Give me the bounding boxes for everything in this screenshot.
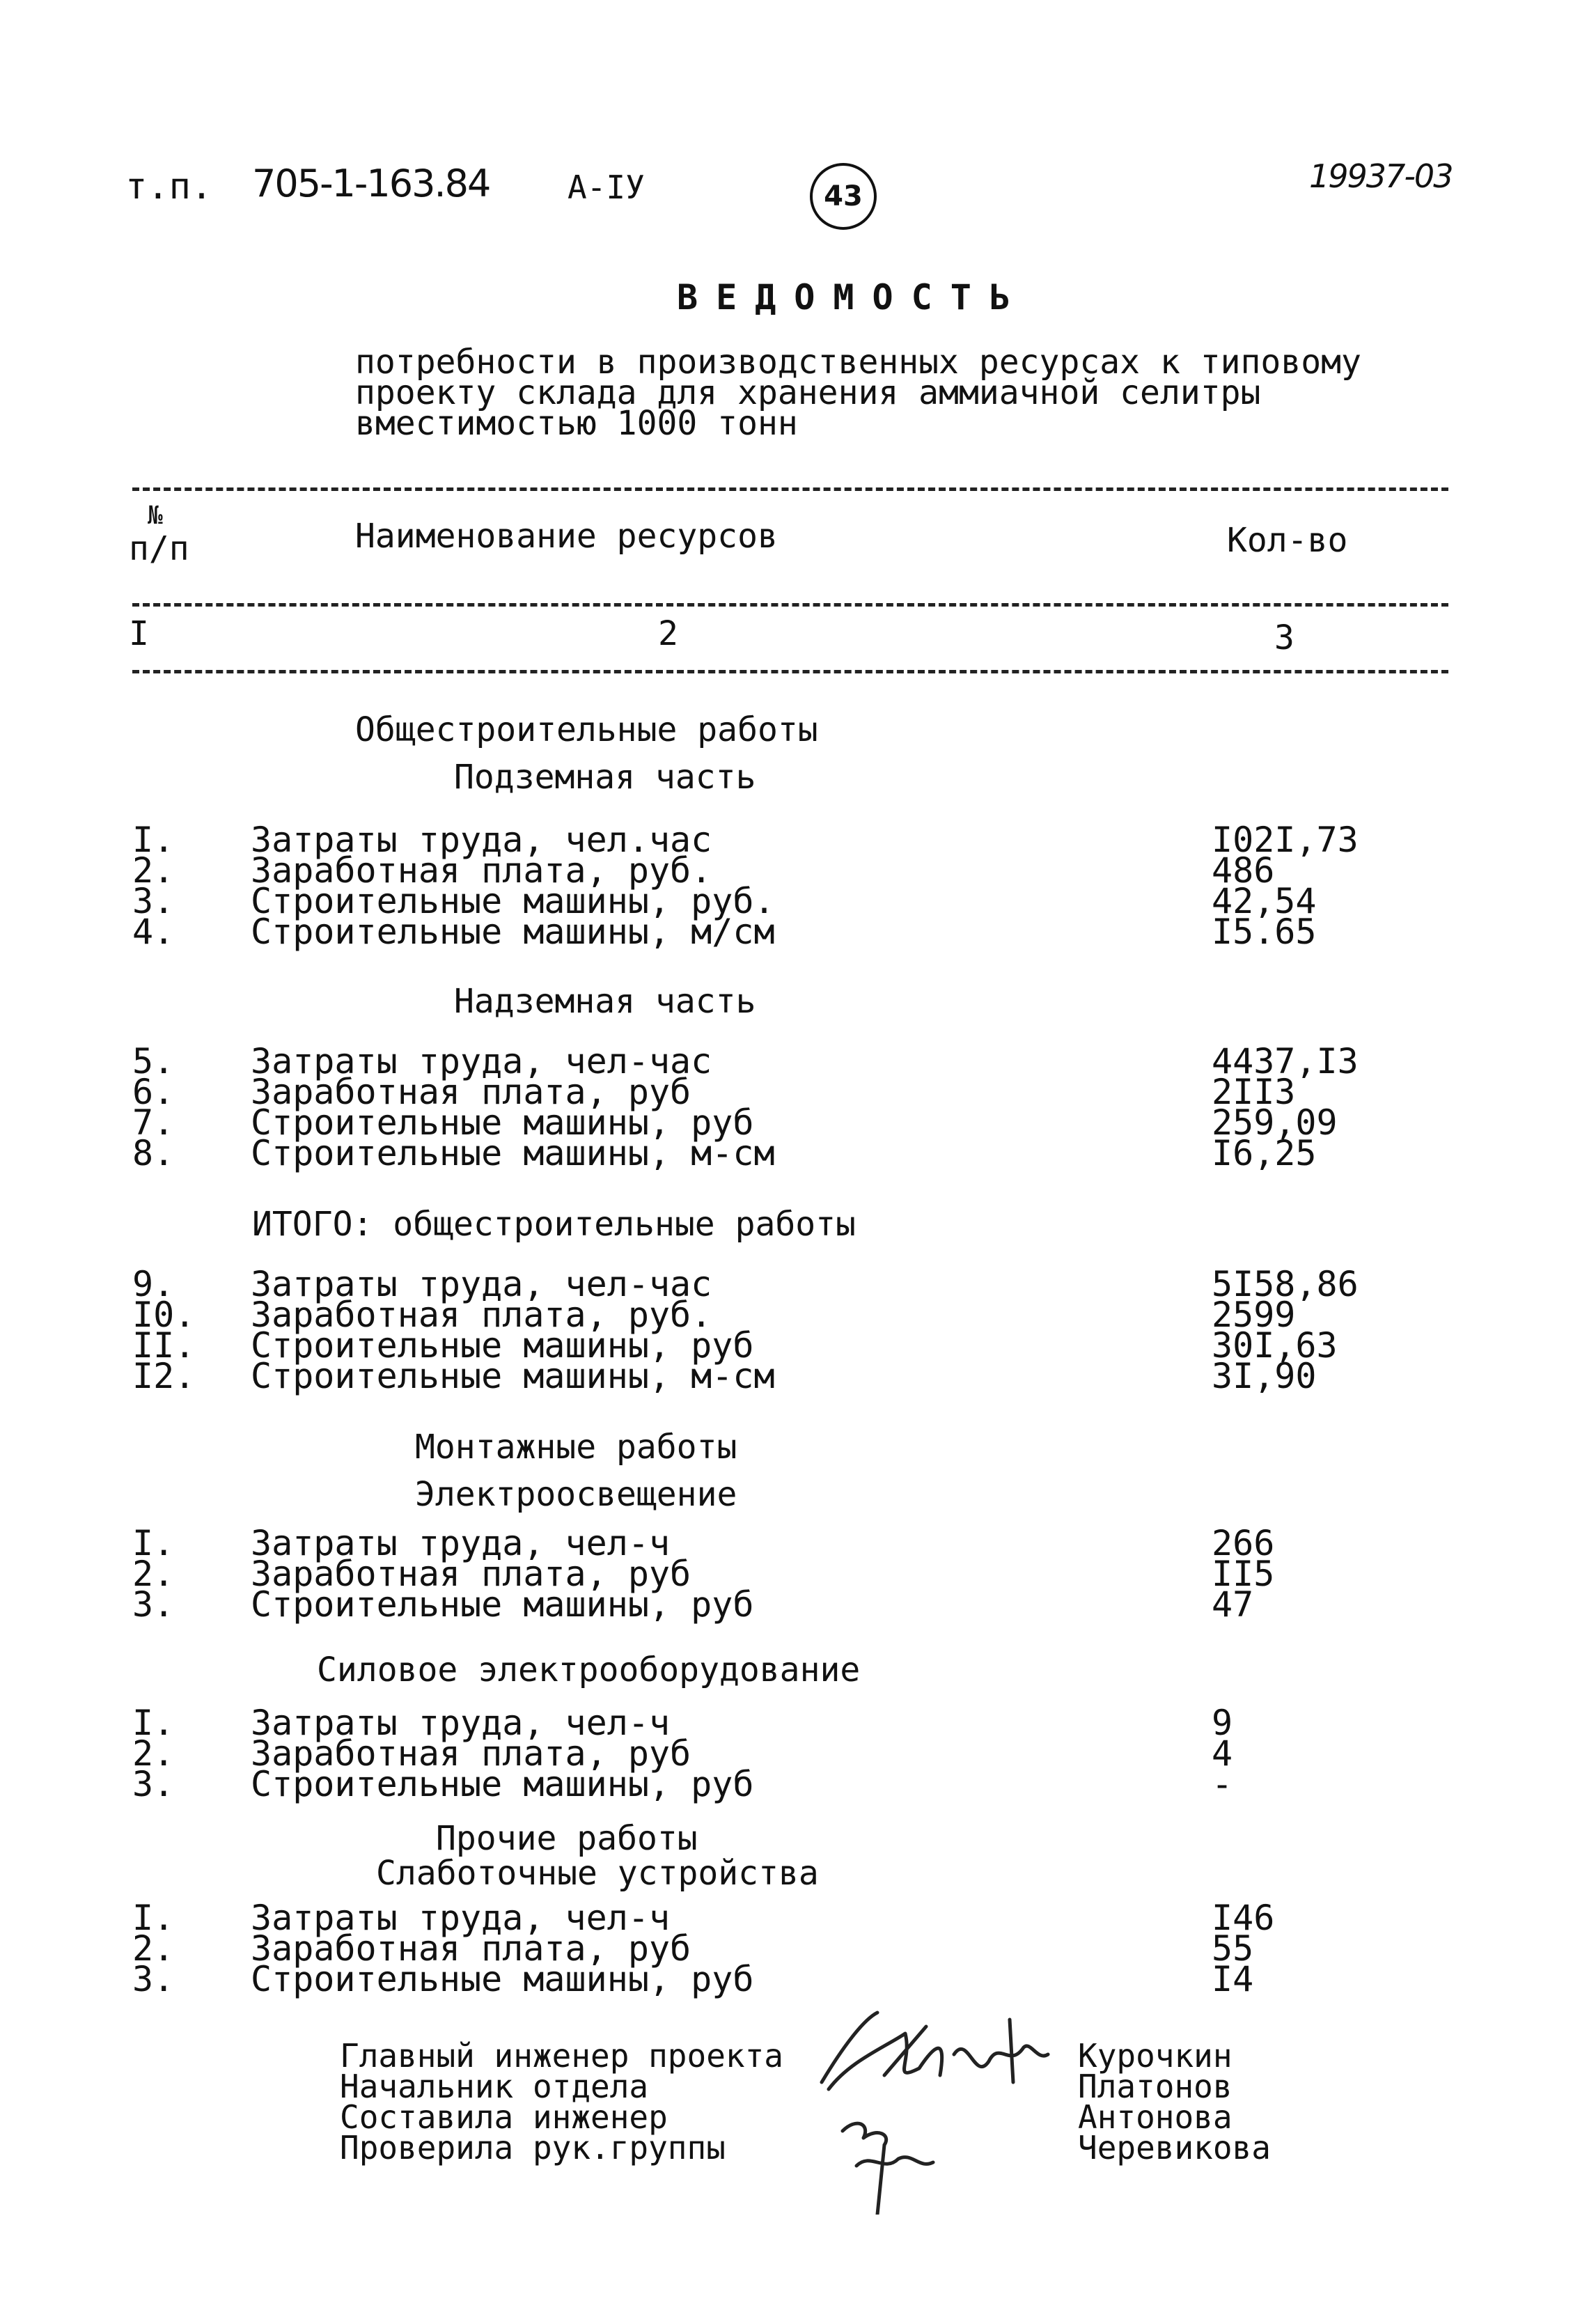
signature-name: Платонов: [1078, 2068, 1233, 2105]
subsection-heading: Надземная часть: [454, 982, 756, 1021]
subsection-heading: Подземная часть: [454, 758, 756, 797]
col-index-1: I: [129, 614, 149, 653]
col-qty-header: Кол-во: [1227, 521, 1348, 560]
table-rule-top: [132, 487, 1448, 491]
col-index-2: 2: [658, 614, 678, 653]
doc-code: 705-1-163.84: [252, 162, 490, 205]
handwritten-signatures: [801, 2006, 1065, 2215]
subtitle-line-3: вместимостью 1000 тонн: [355, 404, 798, 443]
col-number-symbol: №: [148, 501, 163, 530]
signature-role: Главный инженер проекта: [340, 2037, 783, 2075]
section-heading: Прочие работы: [436, 1819, 698, 1858]
signature-role: Начальник отдела: [340, 2068, 649, 2105]
col-name-header: Наименование ресурсов: [355, 517, 778, 556]
album-label: А-IУ: [568, 169, 645, 206]
signature-name: Курочкин: [1078, 2037, 1233, 2075]
signature-name: Черевикова: [1078, 2129, 1271, 2167]
table-rule-bottom: [132, 670, 1448, 673]
col-index-3: 3: [1274, 618, 1294, 657]
signature-name: Антонова: [1078, 2098, 1233, 2136]
table-rule-mid: [132, 603, 1448, 607]
col-number-header: п/п: [129, 529, 189, 568]
subtotal-heading: ИТОГО: общестроительные работы: [252, 1205, 856, 1244]
doc-prefix: т.п.: [125, 166, 213, 208]
subtitle-line-2: проекту склада для хранения аммиачной селитры: [355, 373, 1261, 412]
signature-role: Проверила рук.группы: [340, 2129, 726, 2167]
subsection-heading: Электроосвещение: [415, 1475, 737, 1514]
subsection-heading: Силовое электрооборудование: [317, 1650, 861, 1689]
subtitle-line-1: потребности в производственных ресурсах к типовому: [355, 343, 1361, 382]
section-heading: Монтажные работы: [415, 1428, 737, 1467]
inventory-number: 19937-03: [1309, 157, 1453, 195]
signature-role: Составила инженер: [340, 2098, 668, 2136]
document-title: ВЕДОМОСТЬ: [677, 277, 1028, 318]
section-heading: Общестроительные работы: [355, 710, 818, 749]
subsection-heading: Слаботочные устройства: [376, 1854, 819, 1893]
page-number-stamp: 43: [810, 163, 877, 230]
